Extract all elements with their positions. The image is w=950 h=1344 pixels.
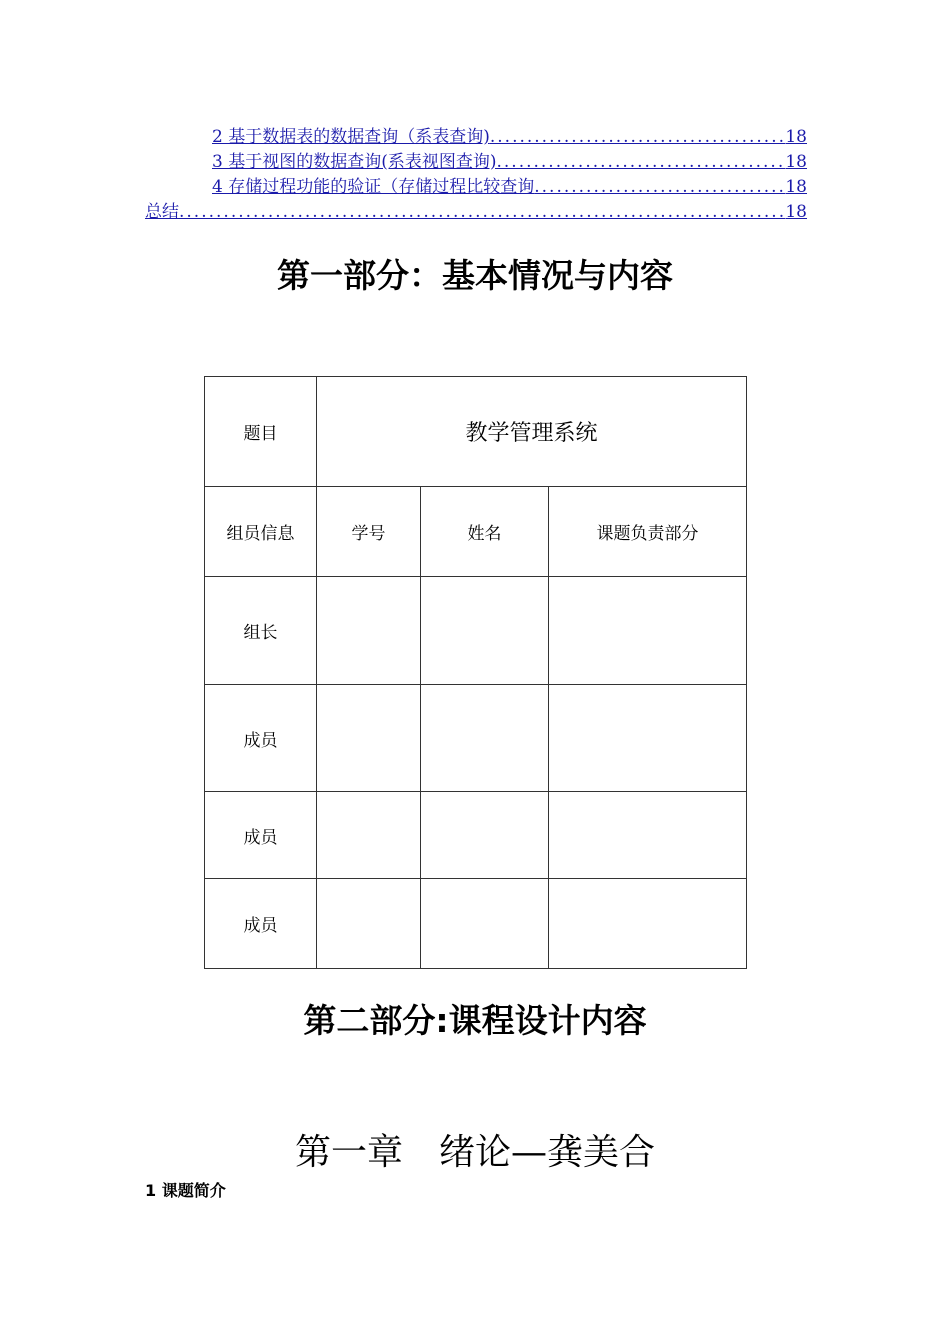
- toc-page-number: 18: [785, 127, 807, 147]
- cell-name: [421, 685, 549, 792]
- table-row: [205, 792, 747, 879]
- cell-name: [421, 792, 549, 879]
- cell-student-id: [317, 685, 421, 792]
- row-role: 成员: [205, 792, 317, 879]
- cell-student-id: [317, 879, 421, 969]
- topic-label: 题目: [205, 377, 317, 487]
- toc-entry[interactable]: [212, 126, 807, 148]
- section-heading: 1 课题简介: [145, 1181, 226, 1200]
- topic-value: 教学管理系统: [317, 377, 747, 487]
- cell-responsibility: [549, 792, 747, 879]
- cell-student-id: [317, 792, 421, 879]
- group-info-table: [204, 376, 747, 969]
- toc-leader: [534, 176, 785, 198]
- header-member-info: 组员信息: [205, 487, 317, 577]
- cell-responsibility: [549, 879, 747, 969]
- toc-leader: [179, 201, 785, 223]
- header-name: 姓名: [421, 487, 549, 577]
- toc-entry[interactable]: [212, 176, 807, 198]
- toc-page-number: 18: [785, 202, 807, 222]
- toc-entry[interactable]: [145, 201, 807, 223]
- chapter-title: 第一章 绪论—龚美合: [294, 1132, 655, 1173]
- table-row: [205, 685, 747, 792]
- toc-page-number: 18: [785, 177, 807, 197]
- table-row: [205, 879, 747, 969]
- cell-responsibility: [549, 685, 747, 792]
- row-role: 成员: [205, 879, 317, 969]
- table-header-row: [205, 487, 747, 577]
- header-responsibility: 课题负责部分: [549, 487, 747, 577]
- cell-name: [421, 879, 549, 969]
- toc-page-number: 18: [785, 152, 807, 172]
- toc-entry-title: 总结: [145, 202, 179, 222]
- cell-responsibility: [549, 577, 747, 685]
- toc-entry-title: 4 存储过程功能的验证（存储过程比较查询: [212, 177, 535, 197]
- row-role: 组长: [205, 577, 317, 685]
- toc-entry[interactable]: [212, 151, 807, 173]
- cell-student-id: [317, 577, 421, 685]
- header-student-id: 学号: [317, 487, 421, 577]
- cell-name: [421, 577, 549, 685]
- row-role: 成员: [205, 685, 317, 792]
- toc-entry-title: 3 基于视图的数据查询(系表视图查询): [212, 152, 497, 172]
- toc-leader: [490, 126, 786, 148]
- part1-title: 第一部分：基本情况与内容: [277, 256, 673, 295]
- topic-row: [205, 377, 747, 487]
- table-row: [205, 577, 747, 685]
- toc-entry-title: 2 基于数据表的数据查询（系表查询): [212, 127, 490, 147]
- part2-title: 第二部分:课程设计内容: [303, 1001, 647, 1040]
- toc-leader: [496, 151, 785, 173]
